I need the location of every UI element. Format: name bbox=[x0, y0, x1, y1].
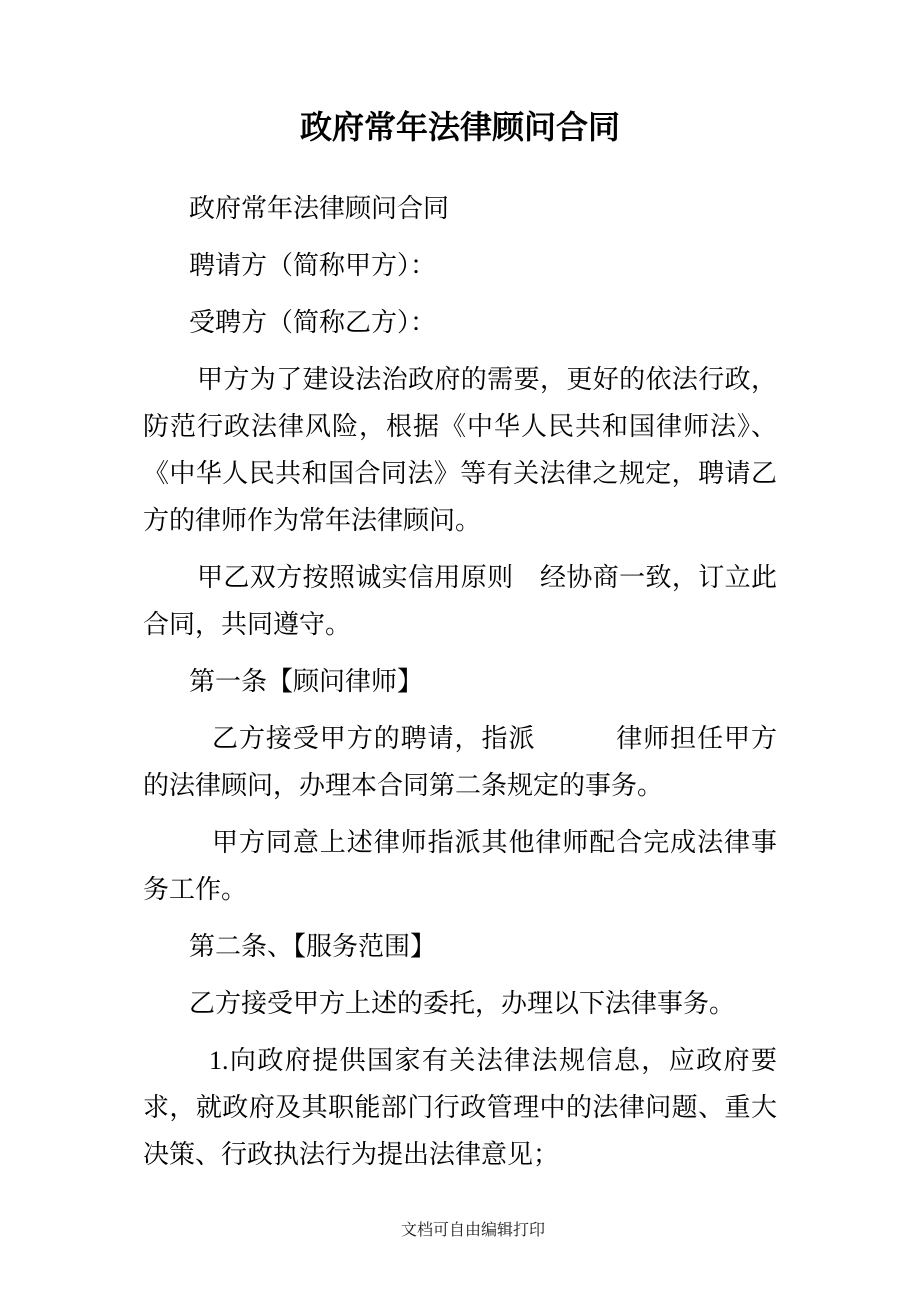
paragraph-subtitle: 政府常年法律顾问合同 bbox=[189, 194, 450, 223]
paragraph-article1-clause1: 乙方接受甲方的聘请，指派 律师担任甲方的法律顾问，办理本合同第二条规定的事务。 bbox=[143, 724, 777, 800]
document-title: 政府常年法律顾问合同 bbox=[299, 109, 620, 145]
paragraph-article1-clause2: 甲方同意上述律师指派其他律师配合完成法律事务工作。 bbox=[143, 828, 777, 904]
paragraph-article2-intro: 乙方接受甲方上述的委托，办理以下法律事务。 bbox=[189, 989, 736, 1018]
document-body bbox=[143, 185, 777, 1178]
paragraph-party-a: 聘请方（简称甲方）： bbox=[189, 251, 437, 280]
paragraph-preamble-purpose: 甲方为了建设法治政府的需要，更好的依法行政，防范行政法律风险，根据《中华人民共和国律师法》、《中华人民共和国合同法》等有关法律之规定，聘请乙方的律师作为常年法律顾问。 bbox=[143, 365, 777, 535]
paragraph-article1-heading: 第一条【顾问律师】 bbox=[189, 667, 424, 696]
paragraph-article2-heading: 第二条、【服务范围】 bbox=[189, 932, 437, 961]
paragraph-party-b: 受聘方（简称乙方）： bbox=[189, 308, 437, 337]
footer-note: 文档可自由编辑打印 bbox=[400, 1222, 545, 1239]
paragraph-preamble-agreement: 甲乙双方按照诚实信用原则 经协商一致，订立此合同，共同遵守。 bbox=[143, 563, 777, 639]
paragraph-article2-item1: 1.向政府提供国家有关法律法规信息，应政府要求，就政府及其职能部门行政管理中的法律问题、重大决策、行政执法行为提出法律意见； bbox=[143, 1046, 777, 1169]
